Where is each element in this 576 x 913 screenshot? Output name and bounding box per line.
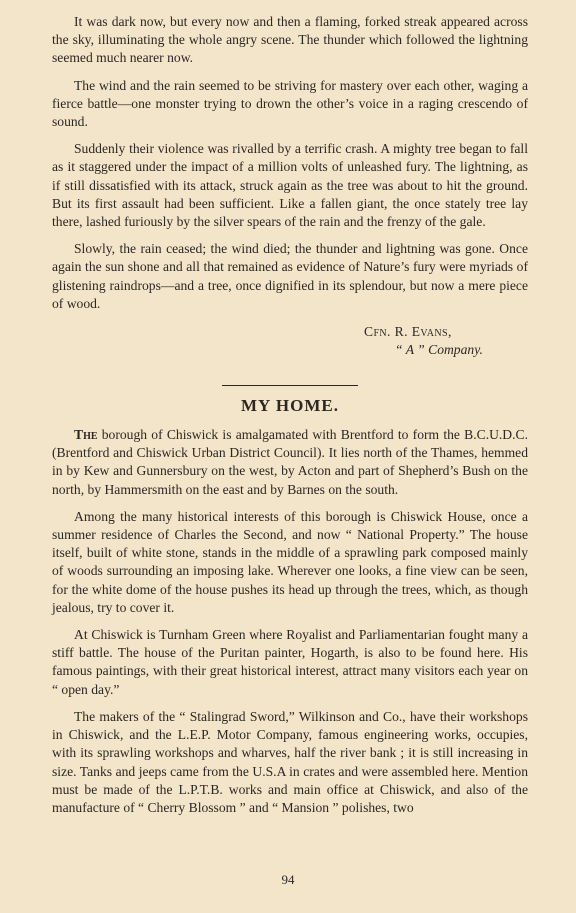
page-number: 94 <box>281 872 295 887</box>
article-paragraph-4: The makers of the “ Stalingrad Sword,” Wilkinson and Co., have their workshops in Chiswick, and the L.E.P. Motor Company, famous engineering works, occupies, with its sprawling workshops and wharves, half the river bank ; it is still increasing in size. Tanks and jeeps came from the U.S.A in crates and were assembled here. Mention must be made of the L.P.T.B. works and main office at Chiswick, and also of the manufacture of “ Cherry Blossom ” and “ Mansion ” polishes, two <box>52 708 528 815</box>
story-signature <box>52 323 528 359</box>
article-paragraph-1 <box>52 426 528 499</box>
story-section <box>52 13 528 359</box>
article-title: MY HOME. <box>240 396 340 416</box>
author-company: “ A ” Company. <box>395 342 483 358</box>
article-paragraph-2: Among the many historical interests of this borough is Chiswick House, once a summer residence of Charles the Second, and now “ National Property.” The house itself, built of white stone, stands in the middle of a sprawling park composed mainly of woods surrounding an imposing lake. Wherever one looks, a fine view can be seen, for the white dome of the house pushes its head up through the trees, which, as though jealous, try to cover it. <box>52 508 528 615</box>
story-paragraph-1: It was dark now, but every now and then a flaming, forked streak appeared across the sky, illuminating the whole angry scene. The thunder which followed the lightning seemed much nearer now. <box>52 14 528 66</box>
author-name: Cfn. R. Evans, <box>364 324 452 340</box>
article-lead-word: The <box>74 427 98 443</box>
section-divider <box>222 385 358 386</box>
story-paragraph-3: Suddenly their violence was rivalled by a terrific crash. A mighty tree began to fall as it staggered under the impact of a million volts of unleashed fury. The lightning, as if still dissatisfied with its attack, struck again as the tree was about to hit the ground. But its first assault had been sufficient. Like a fallen giant, the once stately tree lay there, lashed furiously by the silver spears of the rain and the frenzy of the gale. <box>52 141 528 230</box>
article-paragraph-3: At Chiswick is Turnham Green where Royalist and Parliamentarian fought many a stiff battle. The house of the Puritan painter, Hogarth, is also to be found here. His famous paintings, with their great historical interest, attract many visitors each year on “ open day.” <box>52 627 528 697</box>
article-section <box>52 396 528 817</box>
story-paragraph-2: The wind and the rain seemed to be striving for mastery over each other, waging a fierce battle—one monster trying to drown the other’s voice in a raging crescendo of sound. <box>52 77 528 130</box>
story-paragraph-4: Slowly, the rain ceased; the wind died; the thunder and lightning was gone. Once again the sun shone and all that remained as evidence of Nature’s fury were myriads of glistening raindrops—and a tree, once dignified in its splendour, but now a mere piece of wood. <box>52 241 528 311</box>
article-paragraph-1-text: borough of Chiswick is amalgamated with Brentford to form the B.C.U.D.C. (Brentford and Chiswick Urban District Council). It lies north of the Thames, hemmed in by Kew and Gunnersbury on the west, by Acton and part of Shepherd’s Bush on the north, by Hammersmith on the east and by Barnes on the south. <box>52 427 528 497</box>
